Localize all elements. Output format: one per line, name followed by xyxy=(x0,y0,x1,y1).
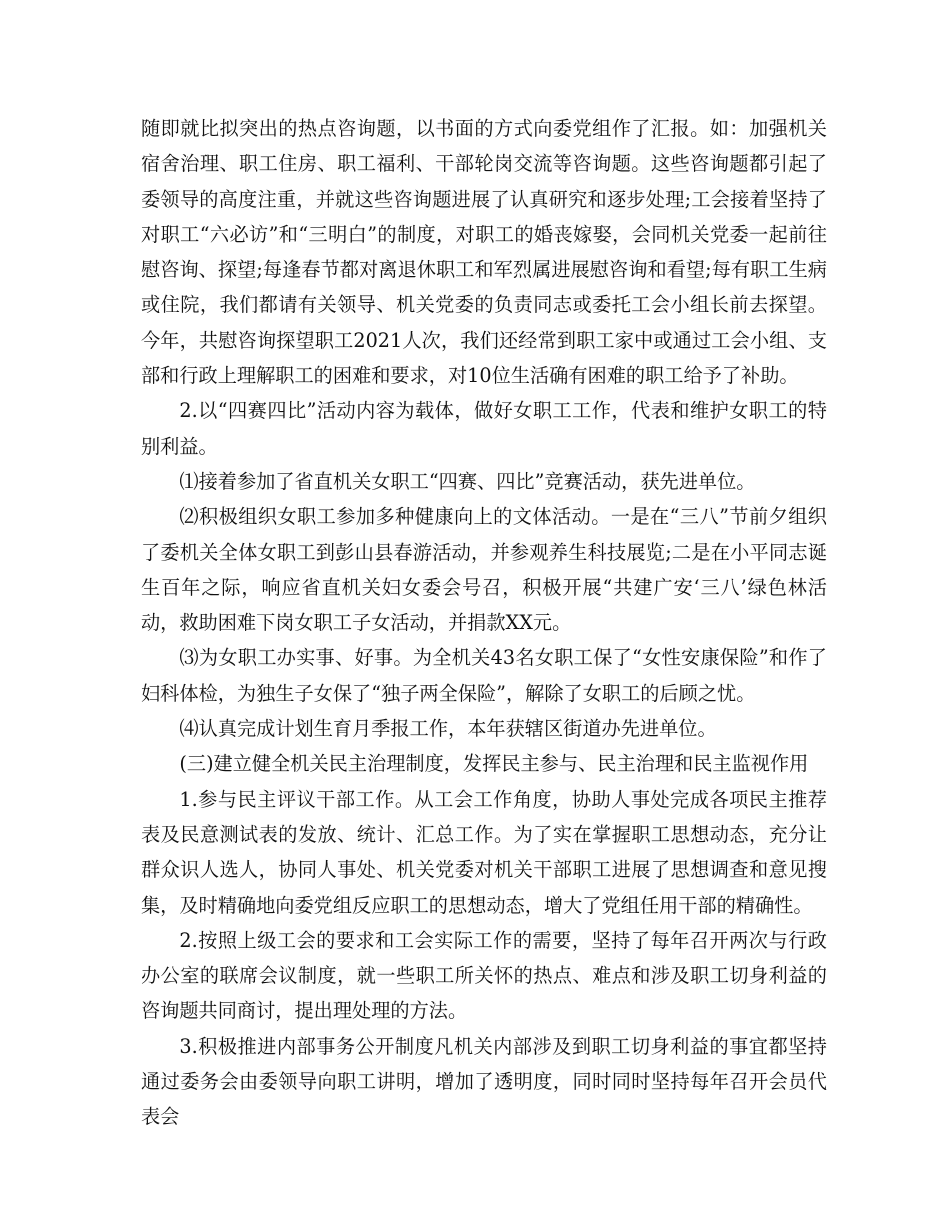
paragraph-subitem-2: ⑵积极组织女职工参加多种健康向上的文体活动。一是在“三八”节前夕组织了委机关全体女职工到彭山县春游活动，并参观养生科技展览;二是在小平同志诞生百年之际，响应省直机关妇女委会号召，积极开展“共建广安‘三八’绿色林活动，救助困难下岗女职工子女活动，并捐款XX元。 xyxy=(141,505,827,635)
paragraph-subitem-4: ⑷认真完成计划生育月季报工作，本年获辖区街道办先进单位。 xyxy=(179,717,717,741)
paragraph-item-1: 1.参与民主评议干部工作。从工会工作角度，协助人事处完成各项民主推荐表及民意测试表的发放、统计、汇总工作。为了实在掌握职工思想动态，充分让群众识人选人，协同人事处、机关党委对机关干部职工进展了思想调查和意见搜集，及时精确地向委党组反应职工的思想动态，增大了党组任用干部的精确性。 xyxy=(141,787,827,917)
section-heading-3: (三)建立健全机关民主治理制度，发挥民主参与、民主治理和民主监视作用 xyxy=(179,752,809,776)
paragraph-subitem-1: ⑴接着参加了省直机关女职工“四赛、四比”竞赛活动，获先进单位。 xyxy=(179,469,756,493)
paragraph-item-2b: 2.按照上级工会的要求和工会实际工作的需要，坚持了每年召开两次与行政办公室的联席会议制度，就一些职工所关怀的热点、难点和涉及职工切身利益的咨询题共同商讨，提出理处理的方法。 xyxy=(141,928,827,1023)
paragraph-item-2: 2.以“四赛四比”活动内容为载体，做好女职工工作，代表和维护女职工的特别利益。 xyxy=(141,399,827,458)
document-body xyxy=(141,111,827,1135)
paragraph-subitem-3: ⑶为女职工办实事、好事。为全机关43名女职工保了“女性安康保险”和作了妇科体检，为独生子女保了“独子两全保险”，解除了女职工的后顾之忧。 xyxy=(141,646,827,705)
paragraph-item-3: 3.积极推进内部事务公开制度凡机关内部涉及到职工切身利益的事宜都坚持通过委务会由委领导向职工讲明，增加了透明度，同时同时坚持每年召开会员代表会 xyxy=(141,1034,827,1129)
paragraph-continuation: 随即就比拟突出的热点咨询题，以书面的方式向委党组作了汇报。如：加强机关宿舍治理、职工住房、职工福利、干部轮岗交流等咨询题。这些咨询题都引起了委领导的高度注重，并就这些咨询题进展了认真研究和逐步处理;工会接着坚持了对职工“六必访”和“三明白”的制度，对职工的婚丧嫁娶，会同机关党委一起前往慰咨询、探望;每逢春节都对离退休职工和军烈属进展慰咨询和看望;每有职工生病或住院，我们都请有关领导、机关党委的负责同志或委托工会小组长前去探望。今年，共慰咨询探望职工2021人次，我们还经常到职工家中或通过工会小组、支部和行政上理解职工的困难和要求，对10位生活确有困难的职工给予了补助。 xyxy=(141,117,827,388)
